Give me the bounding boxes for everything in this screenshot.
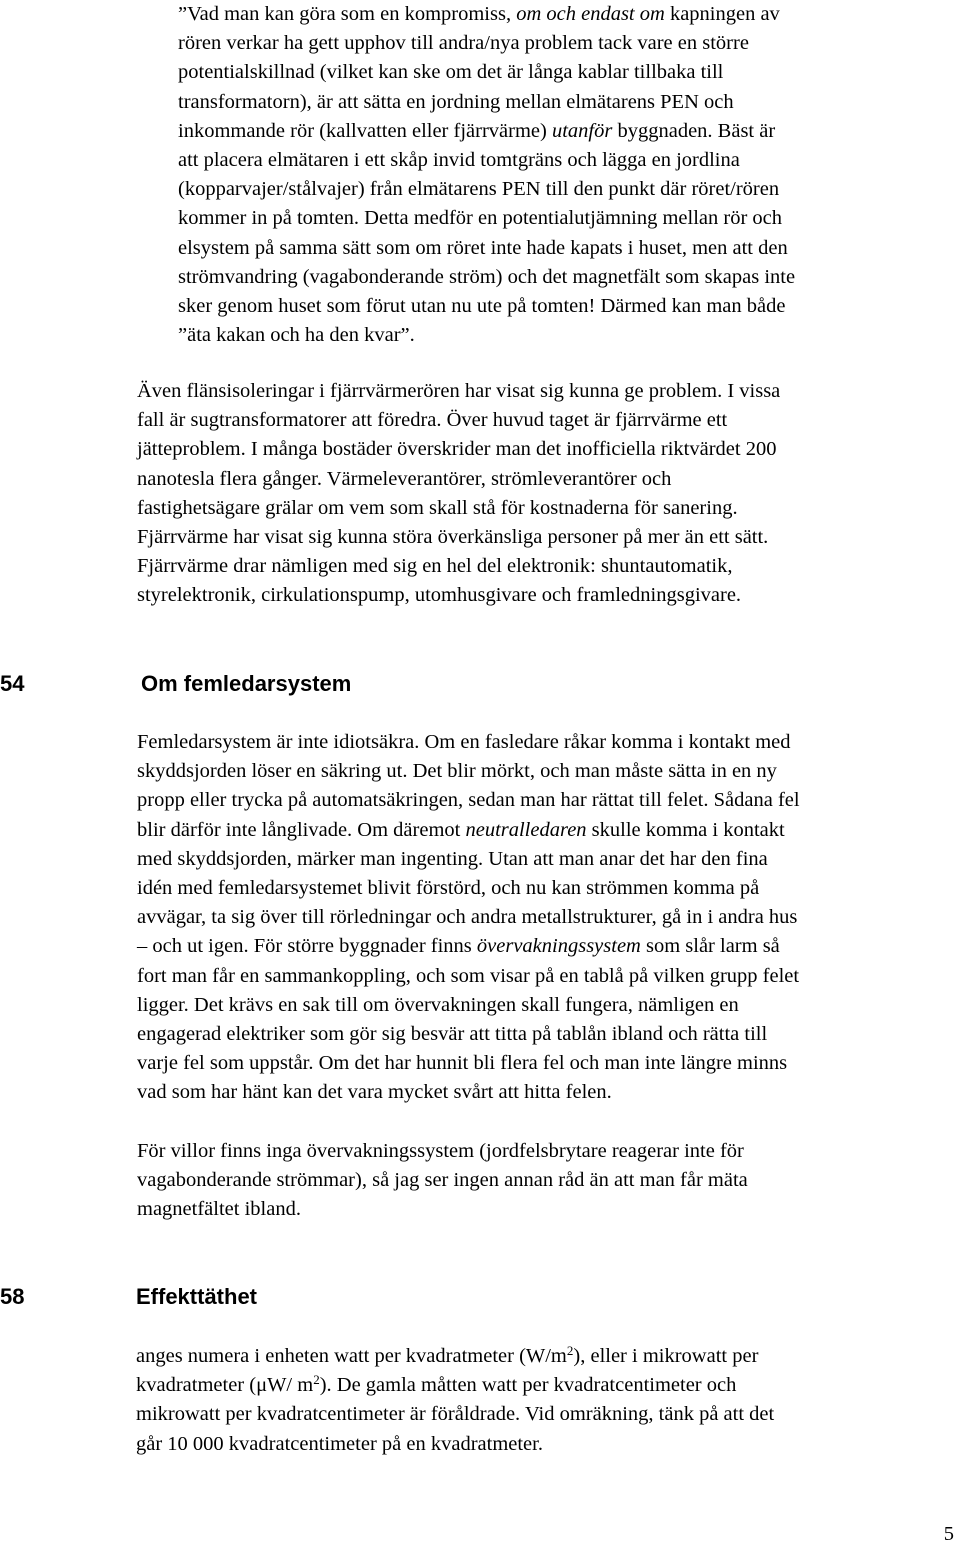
text-run: byggnaden. Bäst är — [612, 119, 776, 142]
text-line — [178, 117, 795, 146]
paragraph-effekttathet — [136, 1342, 774, 1459]
text-line — [137, 1078, 800, 1107]
text-line — [137, 728, 800, 757]
text-line — [137, 991, 800, 1020]
page-number: 5 — [943, 1523, 954, 1545]
text-run: fall är sugtransformatorer att föredra. Över huvud taget är fjärrvärme ett — [137, 409, 728, 432]
paragraph-fjarrvarme — [137, 377, 780, 611]
italic-text: övervakningssystem — [476, 935, 641, 958]
text-line — [137, 1049, 800, 1078]
text-run: jätteproblem. I många bostäder överskrider man det inofficiella riktvärdet 200 — [137, 438, 777, 461]
text-line — [137, 962, 800, 991]
text-run: engagerad elektriker som gör sig besvär att titta på tablån ibland och rätta till — [137, 1022, 768, 1045]
text-line — [178, 88, 795, 117]
text-line — [178, 321, 795, 350]
section-heading-54 — [0, 670, 960, 698]
text-run: ). De gamla måtten watt per kvadratcentimeter och — [319, 1374, 737, 1397]
text-run: rören verkar ha gett upphov till andra/nya problem tack vare en större — [178, 32, 749, 55]
text-run: kvadratmeter (μW/ m — [136, 1374, 314, 1397]
text-line — [178, 234, 795, 263]
text-run: anges numera i enheten watt per kvadratmeter (W/m — [136, 1345, 567, 1367]
text-run: ”äta kakan och ha den kvar”. — [178, 324, 415, 347]
text-line — [136, 1430, 774, 1459]
text-run: blir därför inte långlivade. Om däremot — [137, 818, 466, 841]
text-line — [137, 845, 800, 874]
text-run: mikrowatt per kvadratcentimeter är föråldrade. Vid omräkning, tänk på att det — [136, 1403, 775, 1426]
text-line — [137, 494, 780, 523]
text-line — [137, 581, 780, 610]
text-run: skyddsjorden löser en säkring ut. Det blir mörkt, och man måste sätta in en ny — [137, 760, 777, 783]
text-run: kapningen av — [664, 3, 780, 25]
paragraph-femledarsystem — [137, 728, 800, 1107]
text-line — [137, 523, 780, 552]
text-line — [178, 58, 795, 87]
text-line — [137, 932, 800, 961]
italic-text: neutralledaren — [465, 818, 587, 841]
text-run: som slår larm så — [640, 935, 780, 958]
text-run: potentialskillnad (vilket kan ske om det är långa kablar tillbaka till — [178, 61, 724, 84]
text-run: sker genom huset som förut utan nu ute på tomten! Därmed kan man både — [178, 294, 786, 317]
text-run: Fjärrvärme har visat sig kunna störa överkänsliga personer på mer än ett sätt. — [137, 525, 769, 548]
text-run: nanotesla flera gånger. Värmeleverantörer, strömleverantörer och — [137, 467, 672, 490]
text-line — [178, 263, 795, 292]
superscript: 2 — [566, 1343, 574, 1358]
text-run: vad som har hänt kan det vara mycket svårt att hitta felen. — [137, 1081, 612, 1104]
text-run: strömvandring (vagabonderande ström) och det magnetfält som skapas inte — [178, 265, 796, 288]
section-number: 54 — [0, 671, 25, 696]
text-run: För villor finns inga övervakningssystem (jordfelsbrytare reagerar inte för — [137, 1140, 744, 1162]
text-run: ), eller i mikrowatt per — [573, 1345, 759, 1367]
text-line — [137, 874, 800, 903]
text-run: skulle komma i kontakt — [586, 818, 785, 841]
text-line — [137, 1137, 748, 1166]
text-run: ”Vad man kan göra som en kompromiss, — [178, 3, 517, 25]
text-run: att placera elmätaren i ett skåp invid tomtgräns och lägga en jordlina — [178, 148, 740, 171]
text-line — [137, 816, 800, 845]
paragraph-villor — [137, 1137, 748, 1225]
text-run: Även flänsisoleringar i fjärrvärmerören har visat sig kunna ge problem. I vissa — [137, 380, 781, 402]
text-run: Femledarsystem är inte idiotsäkra. Om en fasledare råkar komma i kontakt med — [137, 731, 791, 753]
section-number: 58 — [0, 1284, 25, 1309]
superscript: 2 — [313, 1372, 320, 1388]
section-title: Om femledarsystem — [141, 671, 352, 696]
text-run: avvägar, ta sig över till rörledningar och andra metallstrukturer, gå in i andra hus — [137, 906, 798, 929]
text-run: fort man får en sammankoppling, och som visar på en tablå på vilken grupp felet — [137, 964, 800, 987]
text-run: inkommande rör (kallvatten eller fjärrvärme) — [178, 119, 552, 142]
text-line — [137, 1195, 748, 1224]
text-run: (kopparvajer/stålvajer) från elmätarens PEN till den punkt där röret/rören — [178, 178, 780, 201]
text-run: går 10 000 kvadratcentimeter på en kvadratmeter. — [136, 1432, 543, 1455]
text-line — [137, 435, 780, 464]
text-line — [137, 406, 780, 435]
text-line — [178, 292, 795, 321]
text-run: magnetfältet ibland. — [137, 1198, 301, 1221]
text-run: idén med femledarsystemet blivit förstörd, och nu kan strömmen komma på — [137, 876, 760, 899]
italic-text: utanför — [551, 119, 613, 142]
section-title: Effekttäthet — [136, 1284, 258, 1309]
text-run: ligger. Det krävs en sak till om övervakningen skall fungera, nämligen en — [137, 993, 739, 1016]
text-line — [137, 903, 800, 932]
text-line — [178, 29, 795, 58]
text-line — [136, 1371, 774, 1400]
text-line — [136, 1400, 774, 1429]
text-run: styrelektronik, cirkulationspump, utomhusgivare och framledningsgivare. — [137, 584, 742, 607]
text-line — [137, 757, 800, 786]
text-run: propp eller trycka på automatsäkringen, sedan man har rättat till felet. Sådana fel — [137, 789, 800, 812]
text-line — [178, 0, 795, 29]
text-line — [178, 146, 795, 175]
text-run: elsystem på samma sätt som om röret inte hade kapats i huset, men att den — [178, 236, 788, 259]
text-line — [137, 786, 800, 815]
text-run: vagabonderande strömmar), så jag ser ingen annan råd än att man får mäta — [137, 1169, 748, 1192]
text-line — [137, 1020, 800, 1049]
text-run: transformatorn), är att sätta en jordning mellan elmätarens PEN och — [178, 90, 734, 113]
text-run: – och ut igen. För större byggnader finns — [137, 935, 477, 958]
text-line — [137, 377, 780, 406]
text-line — [178, 204, 795, 233]
paragraph-quote — [178, 0, 795, 350]
italic-text: om och endast om — [516, 3, 665, 25]
section-heading-58 — [0, 1283, 960, 1311]
text-run: med skyddsjorden, märker man ingenting. Utan att man anar det har den fina — [137, 847, 768, 870]
text-line — [178, 175, 795, 204]
text-run: varje fel som uppstår. Om det har hunnit bli flera fel och man inte längre minns — [137, 1052, 788, 1075]
text-line — [137, 552, 780, 581]
text-line — [136, 1342, 774, 1371]
text-run: fastighetsägare grälar om vem som skall stå för kostnaderna för sanering. — [137, 496, 738, 519]
text-line — [137, 1166, 748, 1195]
text-line — [137, 465, 780, 494]
text-run: Fjärrvärme drar nämligen med sig en hel del elektronik: shuntautomatik, — [137, 555, 733, 578]
text-run: kommer in på tomten. Detta medför en potentialutjämning mellan rör och — [178, 207, 783, 230]
